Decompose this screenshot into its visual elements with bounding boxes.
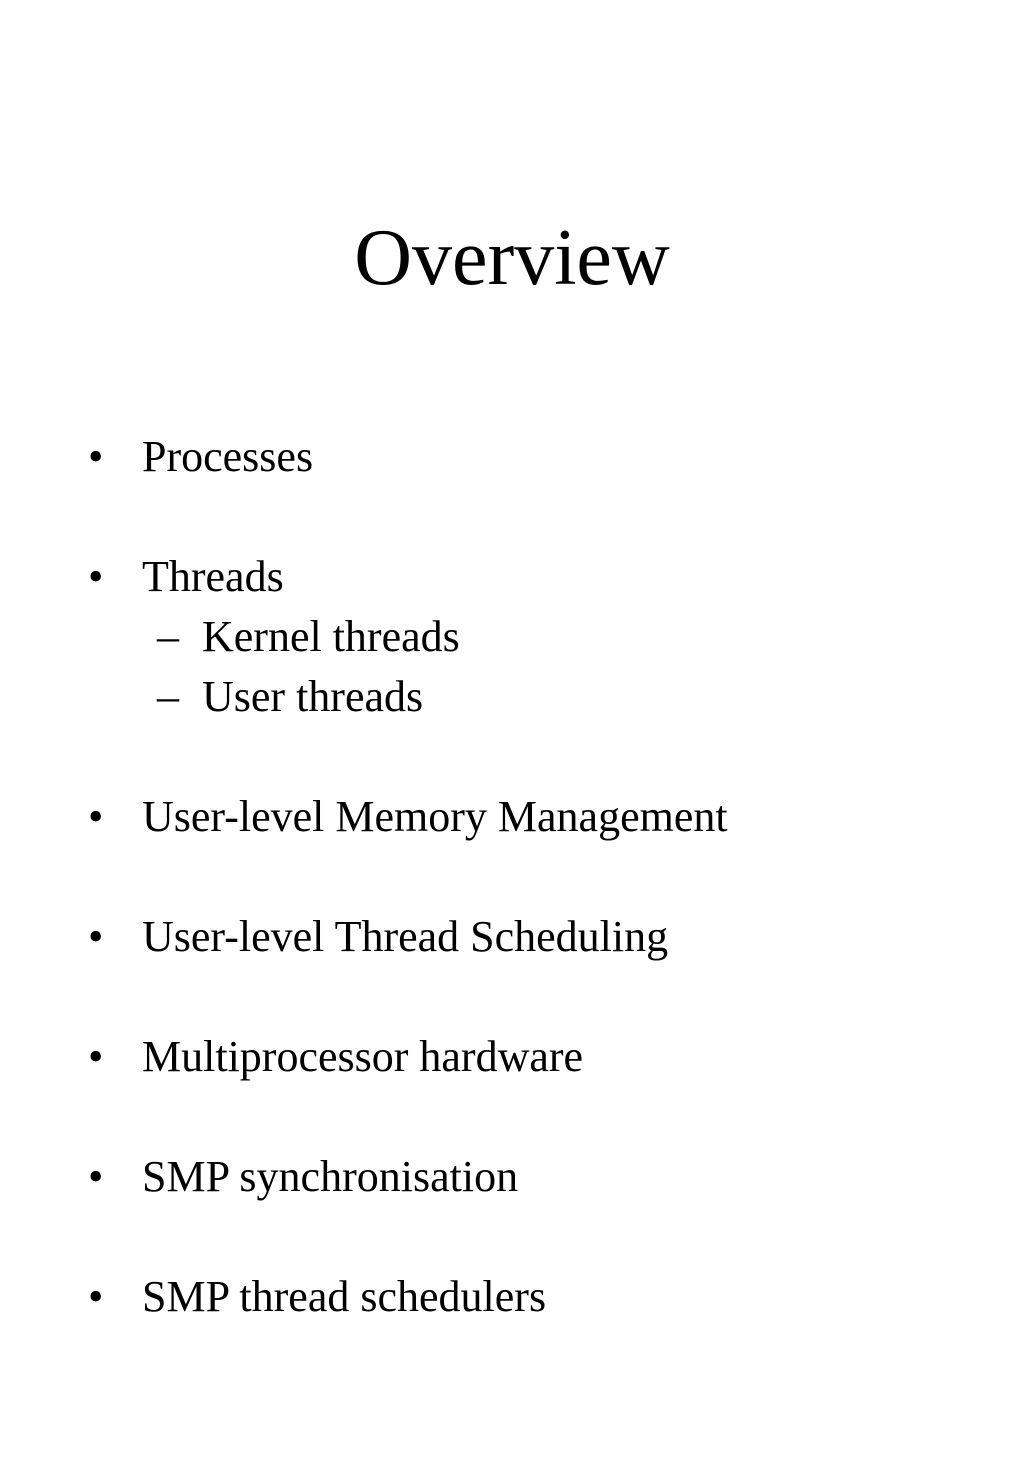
slide-title: Overview <box>354 214 670 302</box>
bullet-label: User-level Thread Scheduling <box>142 912 669 961</box>
bullet-label: User-level Memory Management <box>142 792 728 841</box>
bullet-icon: • <box>88 1152 104 1201</box>
bullet-label: Multiprocessor hardware <box>142 1032 584 1081</box>
bullet-icon: • <box>88 432 104 481</box>
bullet-icon: • <box>88 792 104 841</box>
bullet-icon: • <box>88 1032 104 1081</box>
bullet-label: SMP thread schedulers <box>142 1272 547 1321</box>
bullet-icon: • <box>88 1272 104 1321</box>
bullet-icon: • <box>88 912 104 961</box>
dash-icon: – <box>157 612 179 661</box>
dash-icon: – <box>157 672 179 721</box>
bullet-label: Processes <box>142 432 314 481</box>
bullet-icon: • <box>88 552 104 601</box>
bullet-label: SMP synchronisation <box>142 1152 519 1201</box>
subitem-label: Kernel threads <box>202 612 460 661</box>
subitem-label: User threads <box>202 672 424 721</box>
bullet-label: Threads <box>142 552 284 601</box>
